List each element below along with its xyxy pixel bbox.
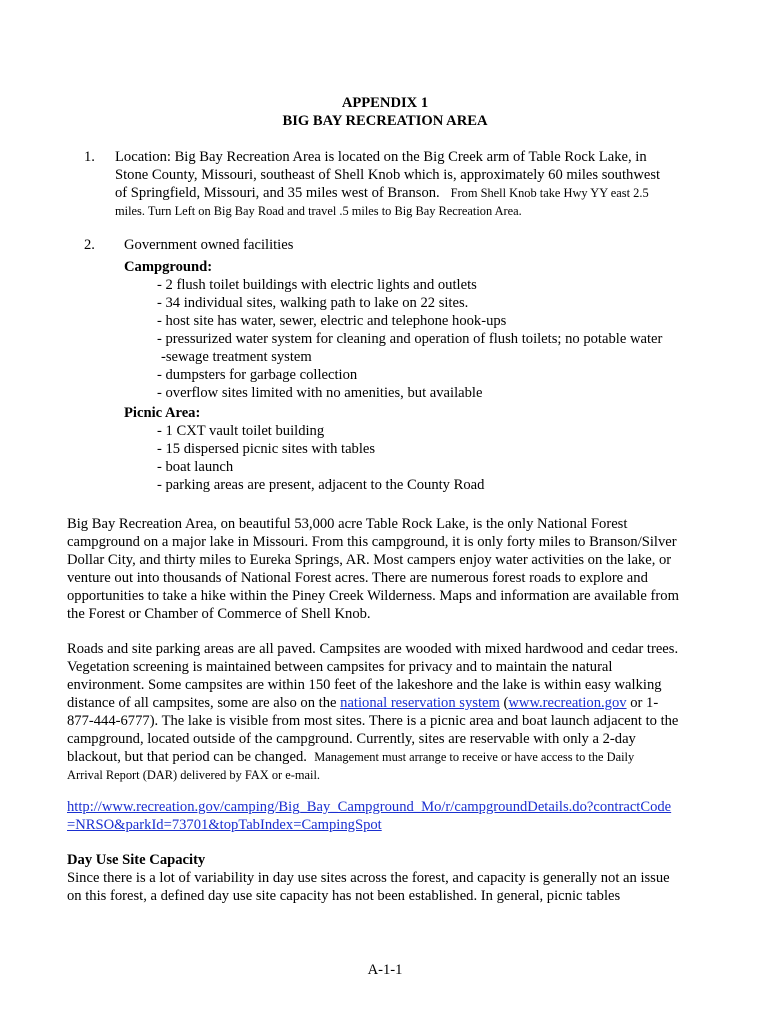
campground-item: - pressurized water system for cleaning and operation of flush toilets; no potable water <box>157 331 663 347</box>
paragraph-text: ( <box>499 695 509 711</box>
paragraph-line <box>67 694 658 712</box>
national-reservation-system-link[interactable]: national reservation system <box>340 695 500 711</box>
picnic-item: - 15 dispersed picnic sites with tables <box>157 441 376 457</box>
picnic-item: - boat launch <box>157 459 234 475</box>
recreation-gov-link[interactable]: www.recreation.gov <box>508 695 627 711</box>
campground-item: - 34 individual sites, walking path to lake on 22 sites. <box>157 295 469 311</box>
paragraph-line: opportunities to take a hike within the Piney Creek Wilderness. Maps and information are available from <box>67 588 679 604</box>
paragraph-line: on this forest, a defined day use site capacity has not been established. In general, picnic tables <box>67 888 621 904</box>
paragraph-line: campground, located outside of the campground. Currently, sites are reservable with only a 2-day <box>67 731 636 747</box>
campground-url-line-1[interactable] <box>67 798 671 816</box>
campground-details-link[interactable]: http://www.recreation.gov/camping/Big_Bay_Campground_Mo/r/campgroundDetails.do?contractCode <box>67 799 672 815</box>
paragraph-text: or 1- <box>626 695 659 711</box>
paragraph-line: Dollar City, and thirty miles to Eureka Springs, AR. Most campers enjoy water activities on the lake, or <box>67 552 672 568</box>
item-1-directions: From Shell Knob take Hwy YY east 2.5 <box>450 186 649 200</box>
paragraph-line: Vegetation screening is maintained between campsites for privacy and to maintain the natural <box>67 659 613 675</box>
picnic-item: - parking areas are present, adjacent to the County Road <box>157 477 485 493</box>
paragraph-line: environment. Some campsites are within 150 feet of the lakeshore and the lake is within easy walking <box>67 677 662 693</box>
campground-item: - host site has water, sewer, electric and telephone hook-ups <box>157 313 507 329</box>
paragraph-line: campground on a major lake in Missouri. From this campground, it is only forty miles to Branson/Silver <box>67 534 677 550</box>
campground-item: - overflow sites limited with no amenities, but available <box>157 385 483 401</box>
appendix-label: APPENDIX 1 <box>341 95 429 111</box>
paragraph-line: venture out into thousands of National Forest acres. There are numerous forest roads to explore and <box>67 570 648 586</box>
day-use-heading: Day Use Site Capacity <box>67 852 206 868</box>
picnic-item: - 1 CXT vault toilet building <box>157 423 325 439</box>
item-1-line: Location: Big Bay Recreation Area is located on the Big Creek arm of Table Rock Lake, in <box>115 149 647 165</box>
paragraph-note: Arrival Report (DAR) delivered by FAX or e-mail. <box>67 768 321 782</box>
page-title: BIG BAY RECREATION AREA <box>282 113 488 129</box>
paragraph-line <box>67 748 634 766</box>
campground-details-link[interactable]: =NRSO&parkId=73701&topTabIndex=CampingSpot <box>67 817 382 833</box>
campground-url-line-2[interactable] <box>67 816 382 834</box>
item-1-number: 1. <box>84 149 95 165</box>
campground-label: Campground: <box>124 259 213 275</box>
item-1-text: of Springfield, Missouri, and 35 miles west of Branson. <box>115 185 440 201</box>
paragraph-note: Management must arrange to receive or have access to the Daily <box>314 750 635 764</box>
paragraph-line: the Forest or Chamber of Commerce of Shell Knob. <box>67 606 371 622</box>
paragraph-line: Roads and site parking areas are all paved. Campsites are wooded with mixed hardwood and cedar trees. <box>67 641 679 657</box>
campground-item: - dumpsters for garbage collection <box>157 367 358 383</box>
page-number: A-1-1 <box>367 962 403 978</box>
campground-item: - 2 flush toilet buildings with electric lights and outlets <box>157 277 477 293</box>
item-2-number: 2. <box>84 237 95 253</box>
campground-item: -sewage treatment system <box>161 349 312 365</box>
paragraph-line: Big Bay Recreation Area, on beautiful 53,000 acre Table Rock Lake, is the only National Forest <box>67 516 628 532</box>
item-1-directions: miles. Turn Left on Big Bay Road and travel .5 miles to Big Bay Recreation Area. <box>115 204 522 218</box>
item-1-line: Stone County, Missouri, southeast of Shell Knob which is, approximately 60 miles southwest <box>115 167 661 183</box>
item-1-line <box>115 184 649 202</box>
paragraph-line: Since there is a lot of variability in day use sites across the forest, and capacity is generally not an issue <box>67 870 670 886</box>
paragraph-line: 877-444-6777). The lake is visible from most sites. There is a picnic area and boat launch adjacent to the <box>67 713 679 729</box>
item-2-heading: Government owned facilities <box>124 237 294 253</box>
picnic-area-label: Picnic Area: <box>124 405 201 421</box>
paragraph-text: distance of all campsites, some are also on the <box>67 695 341 711</box>
paragraph-text: blackout, but that period can be changed. <box>67 749 307 765</box>
